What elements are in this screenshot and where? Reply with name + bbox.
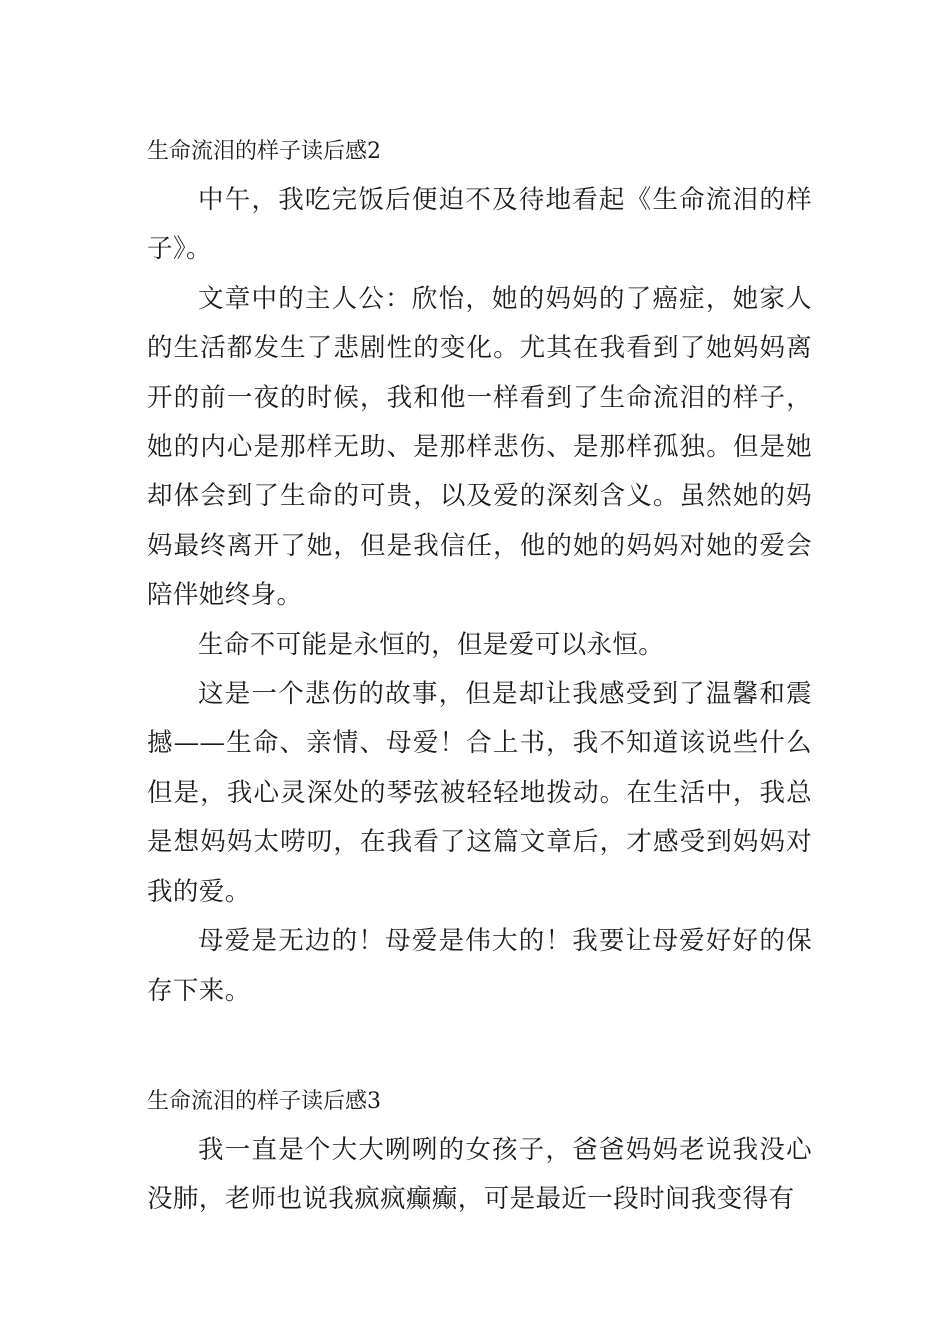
paragraph: 我一直是个大大咧咧的女孩子，爸爸妈妈老说我没心没肺，老师也说我疯疯癫癫，可是最近一段时间我变得有 (147, 1135, 812, 1215)
paragraph: 文章中的主人公：欣怡，她的妈妈的了癌症，她家人的生活都发生了悲剧性的变化。尤其在我看到了她妈妈离开的前一夜的时候，我和他一样看到了生命流泪的样子，她的内心是那样无助、是那样悲伤、是那样孤独。但是她却体会到了生命的可贵，以及爱的深刻含义。虽然她的妈妈最终离开了她，但是我信任，他的她的妈妈对她的爱会陪伴她终身。 (147, 283, 812, 611)
section-review-3 (147, 1078, 812, 1225)
paragraph: 中午，我吃完饭后便迫不及待地看起《生命流泪的样子》。 (147, 185, 812, 265)
section-review-2 (147, 128, 812, 1016)
paragraph: 母爱是无边的！母爱是伟大的！我要让母爱好好的保存下来。 (147, 926, 812, 1006)
section-heading: 生命流泪的样子读后感2 (147, 139, 381, 164)
section-heading: 生命流泪的样子读后感3 (147, 1089, 381, 1114)
paragraph: 生命不可能是永恒的，但是爱可以永恒。 (198, 629, 665, 660)
paragraph: 这是一个悲伤的故事，但是却让我感受到了温馨和震撼——生命、亲情、母爱！合上书，我不知道该说些什么但是，我心灵深处的琴弦被轻轻地拨动。在生活中，我总是想妈妈太唠叨，在我看了这篇文章后，才感受到妈妈对我的爱。 (147, 679, 812, 907)
